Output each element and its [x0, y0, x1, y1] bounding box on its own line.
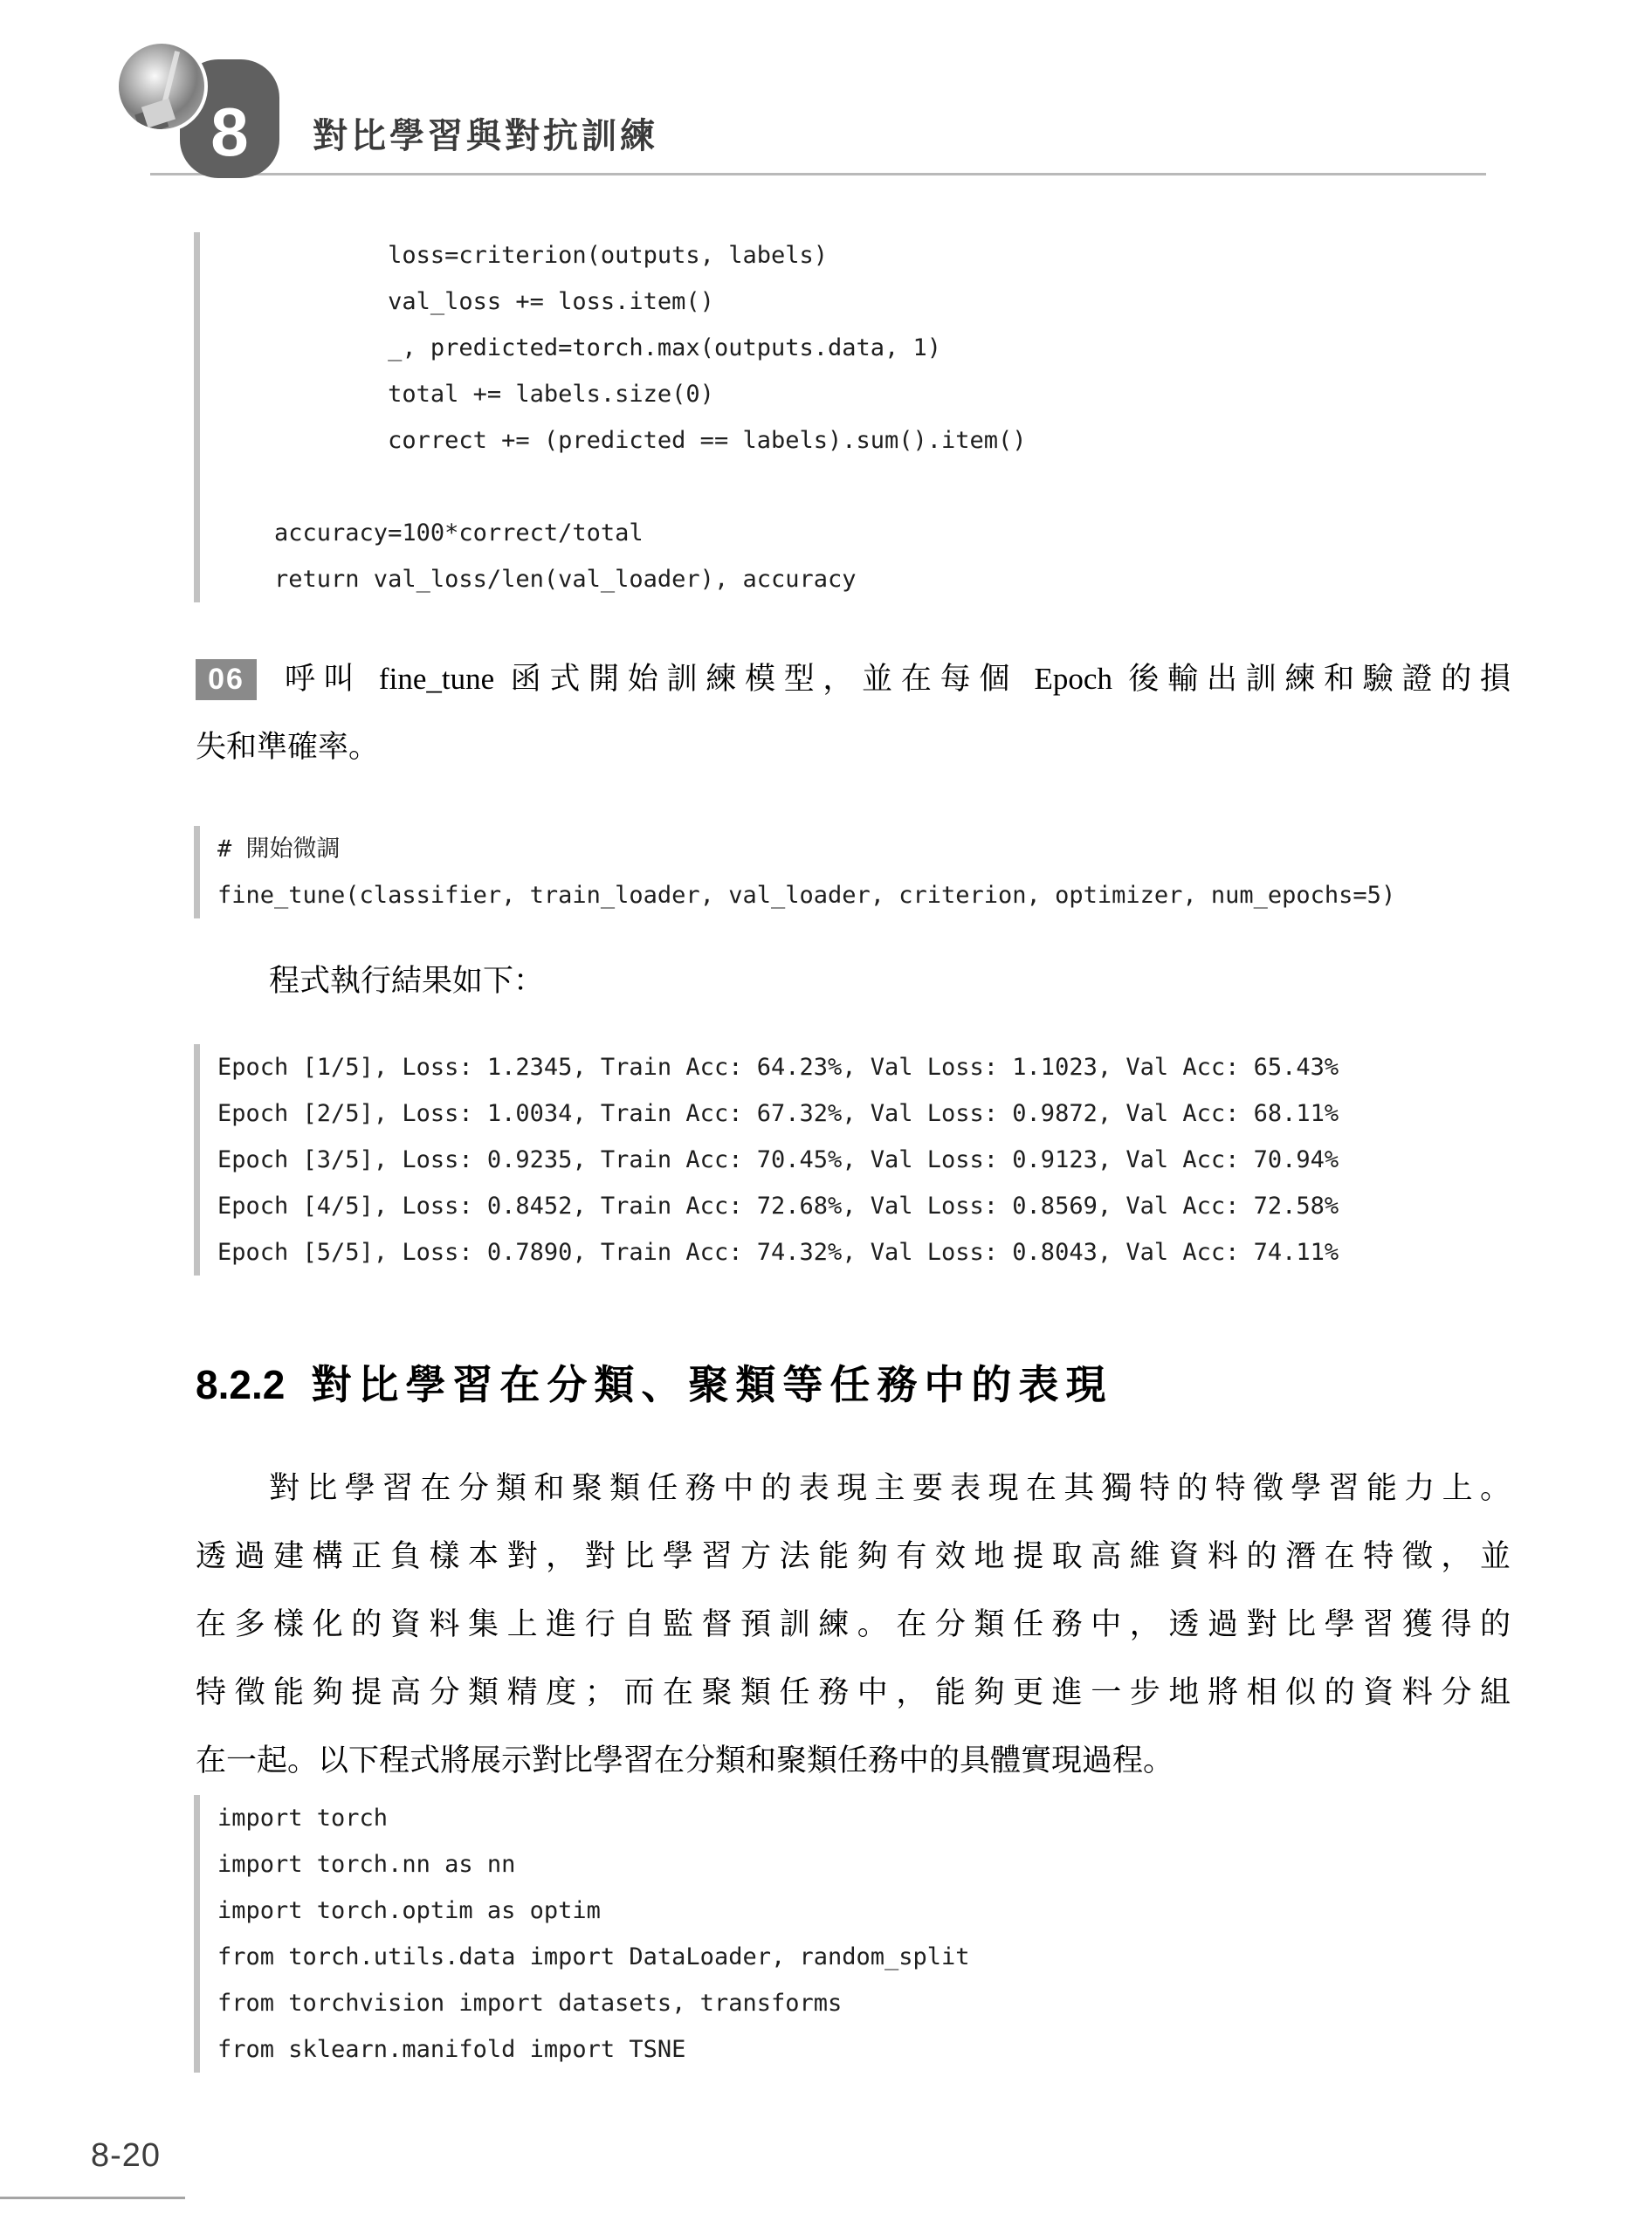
code-line: total += labels.size(0)	[217, 381, 714, 408]
page-number: 8-20	[91, 2137, 162, 2174]
paragraph-line: 特徵能夠提高分類精度；而在聚類任務中，能夠更進一步地將相似的資料分組	[196, 1675, 1511, 1709]
output-line: Epoch [1/5], Loss: 1.2345, Train Acc: 64.23%, Val Loss: 1.1023, Val Acc: 65.43%	[217, 1054, 1339, 1081]
code-line: return val_loss/len(val_loader), accuracy	[217, 566, 857, 593]
step-number-badge: 06	[196, 659, 257, 700]
chapter-number: 8	[210, 93, 249, 170]
code-line: _, predicted=torch.max(outputs.data, 1)	[217, 334, 942, 361]
step-06-paragraph	[196, 655, 1511, 772]
paragraph-line: 在多樣化的資料集上進行自監督預訓練。在分類任務中，透過對比學習獲得的	[196, 1607, 1511, 1641]
code-block-finetune-call	[194, 826, 1512, 918]
code-line: val_loss += loss.item()	[217, 288, 714, 315]
body-paragraph	[196, 1454, 1511, 1795]
footer-rule	[0, 2197, 185, 2199]
code-line: from sklearn.manifold import TSNE	[217, 2036, 686, 2063]
paragraph-line: 對比學習在分類和聚類任務中的表現主要表現在其獨特的特徵學習能力上。	[269, 1471, 1511, 1505]
globe-image	[115, 40, 208, 133]
code-line	[217, 464, 1512, 510]
section-heading	[196, 1353, 1112, 1411]
chapter-title: 對比學習與對抗訓練	[313, 117, 658, 155]
output-line: Epoch [4/5], Loss: 0.8452, Train Acc: 72.68%, Val Loss: 0.8569, Val Acc: 72.58%	[217, 1193, 1339, 1220]
code-line: import torch	[217, 1805, 389, 1832]
code-line: import torch.optim as optim	[217, 1897, 601, 1924]
code-line: fine_tune(classifier, train_loader, val_loader, criterion, optimizer, num_epochs=5)	[217, 882, 1396, 909]
code-line: import torch.nn as nn	[217, 1851, 516, 1878]
paragraph-line: 透過建構正負樣本對，對比學習方法能夠有效地提取高維資料的潛在特徵，並	[196, 1539, 1511, 1573]
code-line: accuracy=100*correct/total	[217, 519, 644, 547]
code-line: from torchvision import datasets, transforms	[217, 1990, 843, 2017]
output-line: Epoch [3/5], Loss: 0.9235, Train Acc: 70.45%, Val Loss: 0.9123, Val Acc: 70.94%	[217, 1146, 1339, 1173]
result-intro-text: 程式執行結果如下：	[269, 964, 545, 998]
header-rule	[150, 173, 1486, 175]
code-line: # 開始微調	[217, 836, 341, 863]
code-block-validation	[194, 232, 1512, 602]
paragraph-line: 在一起。以下程式將展示對比學習在分類和聚類任務中的具體實現過程。	[196, 1743, 1174, 1778]
console-output-block	[194, 1044, 1512, 1276]
section-title: 對比學習在分類、聚類等任務中的表現	[311, 1362, 1113, 1407]
code-line: from torch.utils.data import DataLoader, random_split	[217, 1943, 970, 1970]
step-text-line: 失和準確率。	[196, 730, 380, 764]
output-line: Epoch [2/5], Loss: 1.0034, Train Acc: 67.32%, Val Loss: 0.9872, Val Acc: 68.11%	[217, 1100, 1339, 1127]
code-block-imports	[194, 1795, 1512, 2073]
step-text-line: 呼叫 fine_tune 函式開始訓練模型，並在每個 Epoch 後輸出訓練和驗證的損	[285, 662, 1511, 696]
code-line: correct += (predicted == labels).sum().item()	[217, 427, 1027, 454]
section-number: 8.2.2	[196, 1362, 286, 1407]
code-line: loss=criterion(outputs, labels)	[217, 242, 828, 269]
output-line: Epoch [5/5], Loss: 0.7890, Train Acc: 74.32%, Val Loss: 0.8043, Val Acc: 74.11%	[217, 1239, 1339, 1266]
